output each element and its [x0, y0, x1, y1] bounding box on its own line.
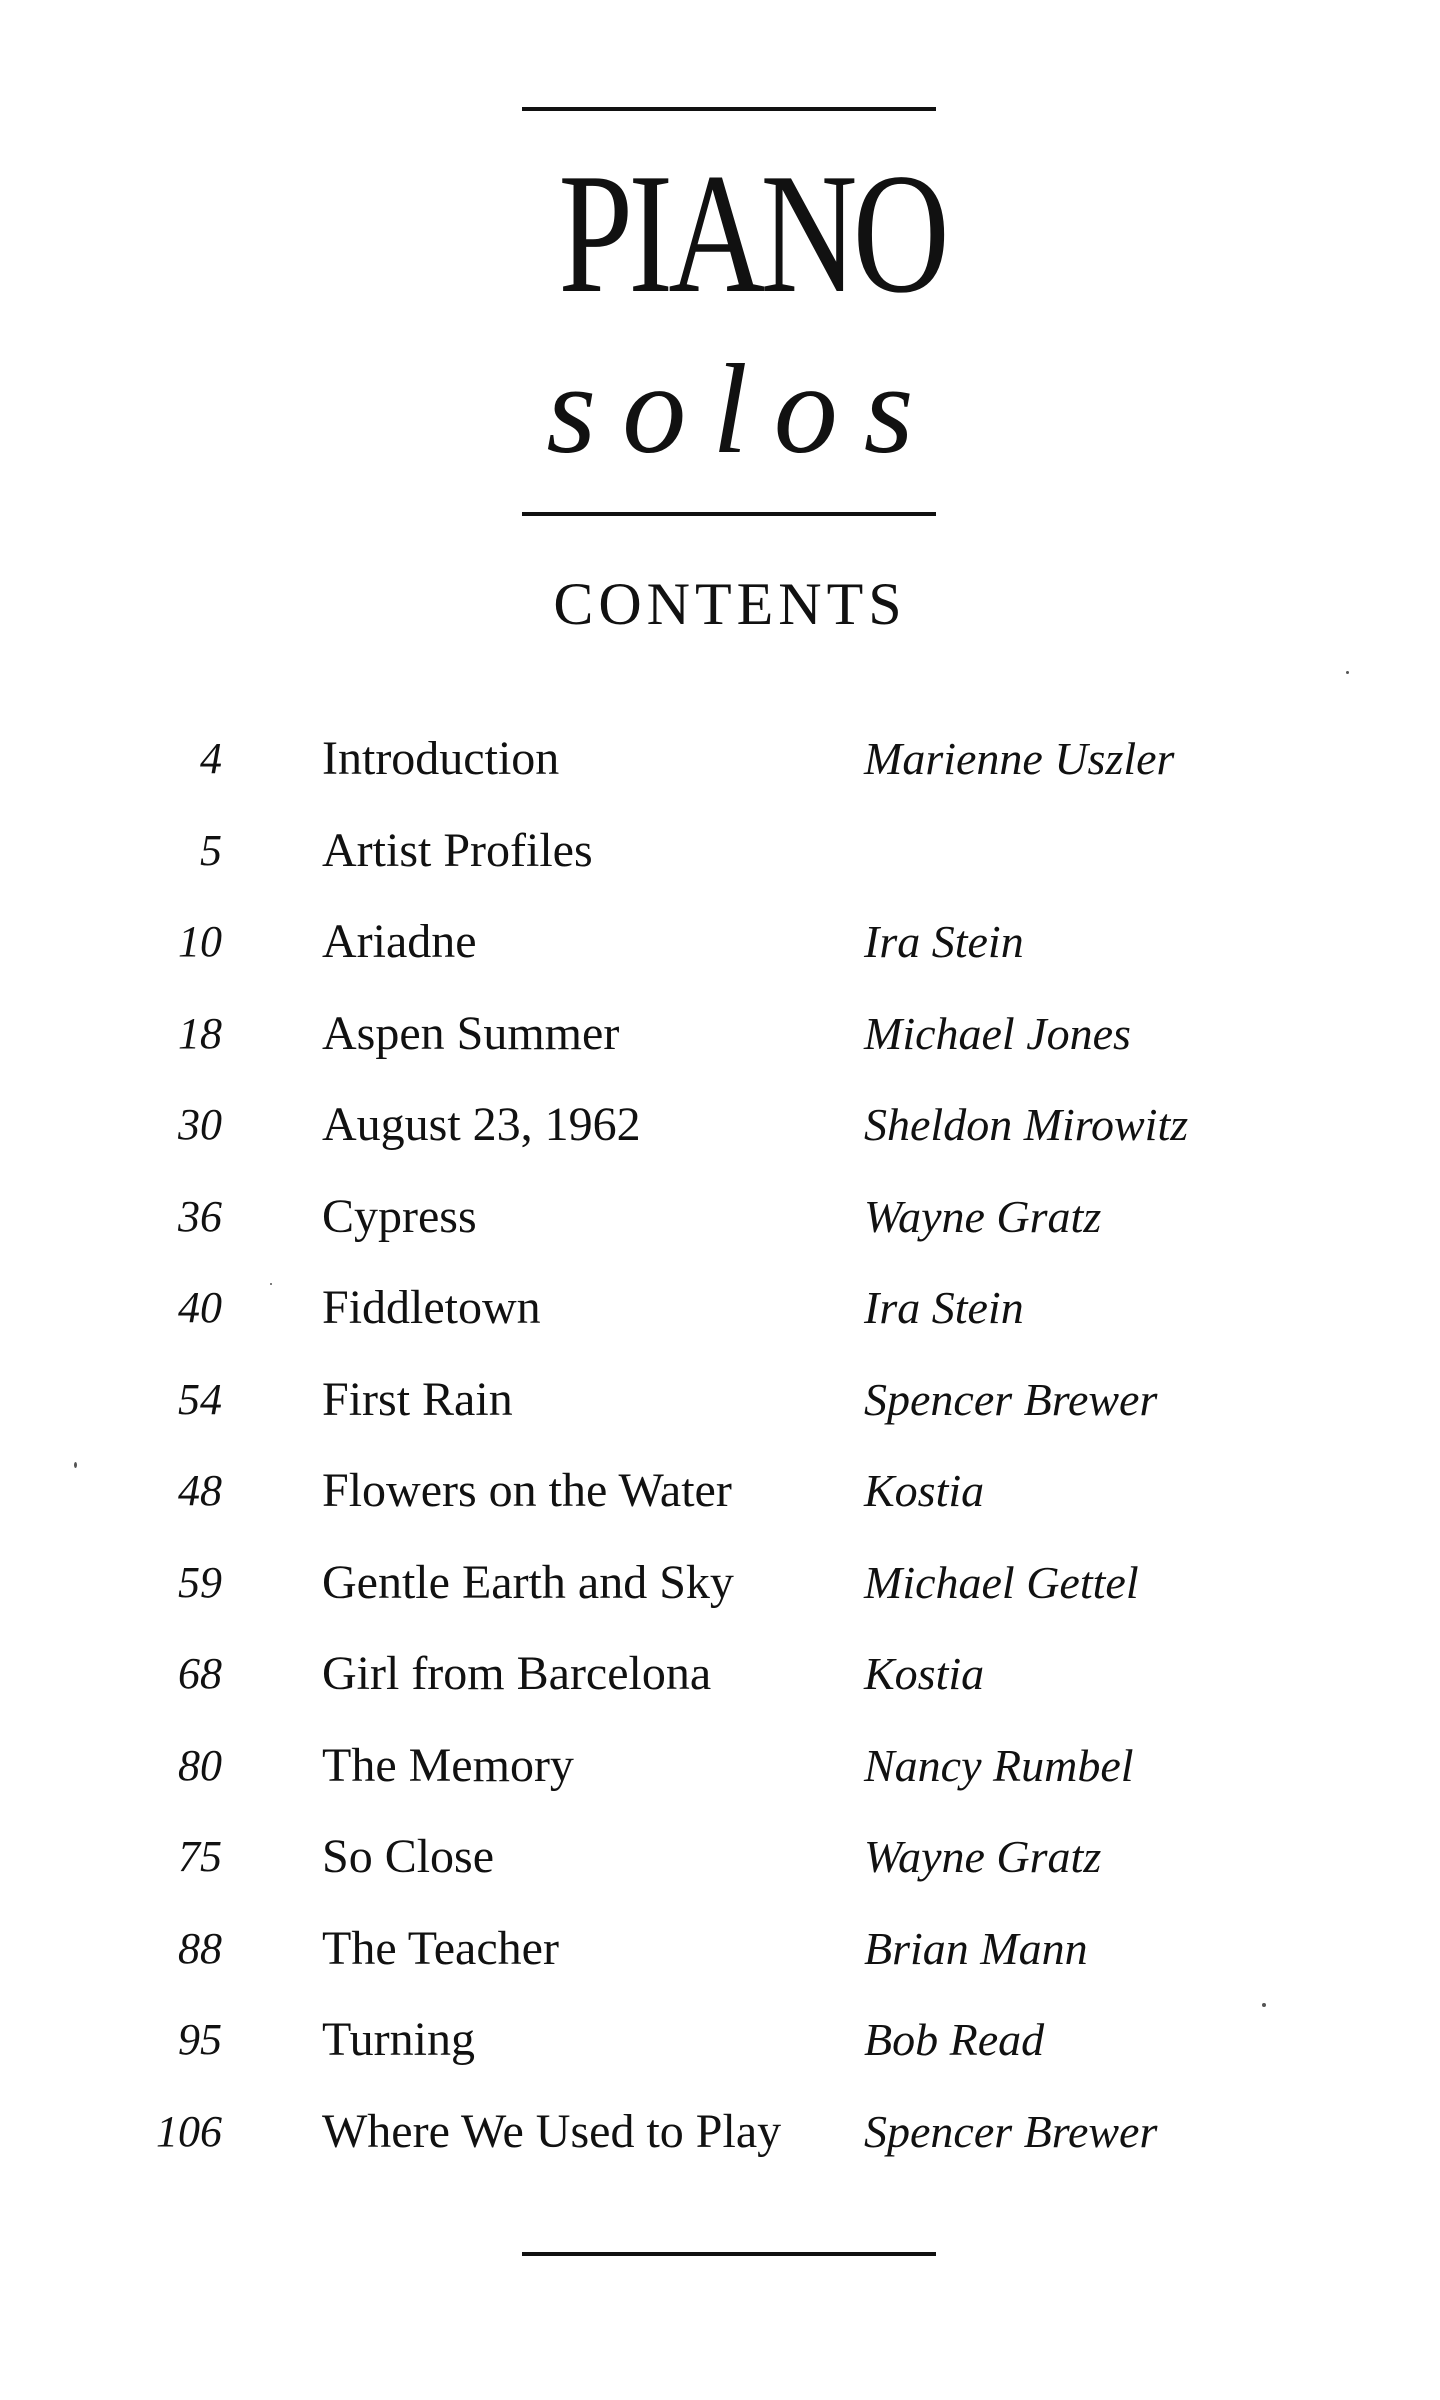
toc-entry: [0, 727, 1440, 819]
toc-title: Girl from Barcelona: [322, 1647, 712, 1700]
page-title: PIANO: [558, 139, 945, 329]
toc-entry: [0, 910, 1440, 1002]
toc-entry: [0, 1917, 1440, 2009]
toc-title: Aspen Summer: [322, 1006, 620, 1060]
toc-page-number: 68: [178, 1649, 222, 1698]
toc-entry: [0, 819, 1440, 911]
toc-title: Artist Profiles: [322, 823, 593, 877]
toc-artist: Sheldon Mirowitz: [864, 1099, 1189, 1150]
toc-artist: Michael Jones: [864, 1007, 1131, 1059]
toc-page-number: 10: [178, 917, 222, 966]
scan-speck: [1346, 671, 1349, 674]
toc-page-number: 5: [200, 825, 222, 875]
toc-page-number: 4: [200, 734, 222, 783]
toc-page-number: 48: [178, 1466, 222, 1515]
toc-page-number: 54: [178, 1374, 222, 1424]
toc-title: The Teacher: [322, 1921, 559, 1975]
toc-title: So Close: [322, 1830, 495, 1883]
toc-artist: Kostia: [864, 1465, 985, 1516]
toc-entry: [0, 1093, 1440, 1185]
toc-title: Where We Used to Play: [322, 2104, 782, 2158]
toc-artist: Wayne Gratz: [864, 1190, 1102, 1242]
toc-page-number: 106: [156, 2106, 222, 2156]
toc-entry: [0, 1459, 1440, 1551]
toc-page-number: 75: [178, 1832, 222, 1881]
scan-speck: [270, 1283, 272, 1285]
toc-artist: Brian Mann: [864, 1922, 1088, 1974]
toc-page-number: 80: [178, 1740, 222, 1790]
toc-artist: Michael Gettel: [864, 1556, 1139, 1608]
toc-page-number: 18: [178, 1008, 222, 1058]
toc-page-number: 88: [178, 1923, 222, 1973]
toc-page-number: 40: [178, 1283, 222, 1332]
toc-artist: Marienne Uszler: [864, 733, 1175, 784]
toc-page-number: 36: [178, 1191, 222, 1241]
toc-entry: [0, 2008, 1440, 2100]
toc-artist: Ira Stein: [864, 916, 1024, 967]
toc-artist: Kostia: [864, 1648, 985, 1699]
toc-page-number: 30: [178, 1100, 222, 1149]
toc-entry: [0, 1002, 1440, 1094]
toc-title: First Rain: [322, 1372, 513, 1426]
bottom-rule: [522, 2252, 936, 2256]
toc-artist: Bob Read: [864, 2014, 1045, 2065]
toc-artist: Spencer Brewer: [864, 1373, 1158, 1425]
scan-speck: [74, 1462, 77, 1468]
toc-title: Flowers on the Water: [322, 1464, 732, 1517]
toc-title: The Memory: [322, 1738, 574, 1792]
toc-artist: Nancy Rumbel: [864, 1739, 1134, 1791]
toc-artist: Ira Stein: [864, 1282, 1024, 1333]
toc-entry: [0, 1825, 1440, 1917]
toc-title: Introduction: [322, 732, 560, 785]
toc-entry: [0, 1276, 1440, 1368]
toc-entry: [0, 1368, 1440, 1460]
toc-page-number: 95: [178, 2015, 222, 2064]
toc-title: Turning: [322, 2013, 475, 2066]
toc-title: August 23, 1962: [322, 1098, 641, 1151]
toc-title: Ariadne: [322, 915, 477, 968]
toc-title: Cypress: [322, 1189, 477, 1243]
toc-entry: [0, 1734, 1440, 1826]
contents-heading: CONTENTS: [553, 571, 907, 637]
toc-page-number: 59: [178, 1557, 222, 1607]
toc-entry: [0, 2100, 1440, 2192]
page-subtitle: solos: [546, 338, 940, 480]
toc-entry: [0, 1642, 1440, 1734]
table-of-contents: [0, 727, 1440, 2191]
toc-entry: [0, 1551, 1440, 1643]
top-rule: [522, 107, 936, 111]
toc-artist: Spencer Brewer: [864, 2105, 1158, 2157]
toc-title: Gentle Earth and Sky: [322, 1555, 734, 1609]
toc-title: Fiddletown: [322, 1281, 541, 1334]
toc-entry: [0, 1185, 1440, 1277]
toc-artist: Wayne Gratz: [864, 1831, 1102, 1882]
middle-rule: [522, 512, 936, 516]
scan-speck: [1262, 2003, 1266, 2007]
